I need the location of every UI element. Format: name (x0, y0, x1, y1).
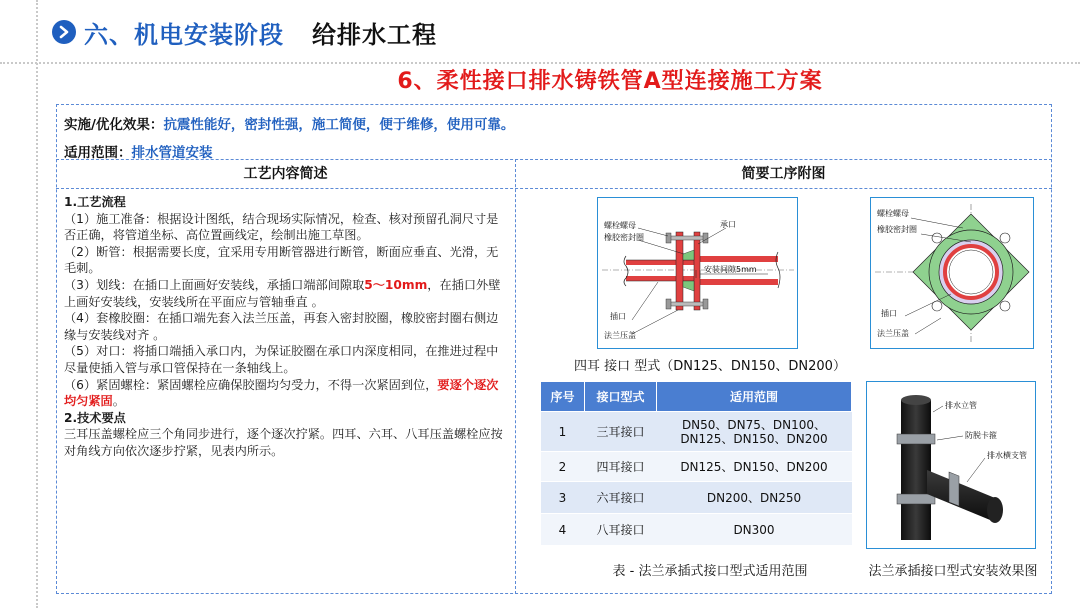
effect-label: 实施/优化效果： (64, 117, 164, 133)
process-description (64, 194, 510, 460)
fig1-caption: 四耳 接口 型式（DN125、DN150、DN200） (574, 359, 846, 374)
fig1-label-gap: 安装间隙5mm (704, 265, 757, 274)
table-row (541, 412, 852, 452)
row-type: 八耳接口 (585, 514, 657, 546)
row-type: 六耳接口 (585, 482, 657, 514)
row-no: 4 (541, 514, 585, 546)
fig1-label-rubber-ring: 橡胶密封圈 (604, 233, 644, 242)
row-range: DN200、DN250 (657, 482, 852, 514)
process-step-3-text: （3）划线：在插口上面画好安装线，承插口端部间隙取 (64, 277, 365, 292)
col-header-type: 接口型式 (585, 382, 657, 412)
table-row (541, 482, 852, 514)
process-step-1: （1）施工准备：根据设计图纸，结合现场实际情况，检查、核对预留孔洞尺寸是否正确，将管道坐标、高位置画线定，绘制出施工草图。 (64, 211, 499, 243)
row-type: 三耳接口 (585, 412, 657, 452)
row-range (657, 412, 852, 452)
process-step-4: （4）套橡胶圈：在插口端先套入法兰压盖，再套入密封胶圈，橡胶密封圈右侧边缘与安装线对齐 。 (64, 311, 499, 342)
fig3-label-clamp: 防脱卡箍 (965, 431, 997, 440)
fig2-label-rubber-ring: 橡胶密封圈 (877, 225, 917, 234)
section-title: 六、机电安装阶段 (84, 20, 284, 49)
fig2-label-spigot: 插口 (881, 309, 897, 318)
fig2-label-bolt-nut: 螺栓螺母 (877, 209, 909, 218)
scope-label: 适用范围： (64, 145, 132, 161)
process-step-3-highlight: 5～10mm (364, 277, 428, 292)
effect-row (64, 113, 514, 133)
fig3-label-riser: 排水立管 (945, 401, 977, 410)
page-header (52, 14, 437, 50)
row-range: DN125、DN150、DN200 (657, 452, 852, 482)
fig1-label-bolt-nut: 螺栓螺母 (604, 221, 636, 230)
fig1-label-spigot: 插口 (610, 312, 626, 321)
process-step-6-text: （6）紧固螺栓：紧固螺栓应确保胶圈均匀受力，不得一次紧固到位， (64, 377, 438, 392)
table-caption: 表 - 法兰承插式接口型式适用范围 (612, 564, 808, 579)
col-header-range: 适用范围 (657, 382, 852, 412)
process-step-2: （2）断管：根据需要长度，宜采用专用断管器进行断管，断面应垂直、光滑，无毛刺。 (64, 244, 499, 276)
fig1-label-gland: 法兰压盖 (604, 331, 636, 340)
scope-row (64, 141, 213, 161)
page-title: 6、柔性接口排水铸铁管A型连接施工方案 (397, 69, 823, 94)
row-type: 四耳接口 (585, 452, 657, 482)
table-row (541, 452, 852, 482)
joint-section-figure (597, 197, 798, 349)
fig3-caption: 法兰承插接口型式安装效果图 (868, 564, 1038, 579)
divider-above-heads (56, 159, 1052, 160)
installation-effect-figure (866, 381, 1036, 549)
col-header-no: 序号 (541, 382, 585, 412)
process-step-3 (64, 277, 510, 310)
fig3-label-branch: 排水横支管 (987, 451, 1027, 460)
row-range-line-1: DN50、DN75、DN100、 (681, 417, 827, 432)
column-divider (515, 159, 516, 594)
table-row (541, 514, 852, 546)
process-step-6 (64, 377, 510, 410)
fig1-label-socket: 承口 (720, 220, 736, 229)
subsection-title: 给排水工程 (312, 20, 437, 49)
process-heading: 1.工艺流程 (64, 195, 126, 209)
chevron-right-icon (52, 20, 76, 44)
process-step-3-tail: ，在插口外壁上画好安装线，安装线所在平面应与管轴垂直 。 (64, 277, 501, 309)
fig2-label-gland: 法兰压盖 (877, 329, 909, 338)
row-range: DN300 (657, 514, 852, 546)
joint-front-figure (870, 197, 1034, 349)
row-no: 1 (541, 412, 585, 452)
key-points-text: 三耳压盖螺栓应三个角同步进行，逐个逐次拧紧。四耳、六耳、八耳压盖螺栓应按对角线方向依次逐步拧紧，见表内所示。 (64, 427, 503, 458)
table-header-row (541, 382, 852, 412)
row-no: 2 (541, 452, 585, 482)
right-column-heading: 简要工序附图 (741, 166, 826, 182)
row-range-line-2: DN125、DN150、DN200 (680, 431, 828, 446)
interface-scope-table (540, 381, 852, 546)
process-step-5: （5）对口：将插口端插入承口内，为保证胶圈在承口内深度相同，在推进过程中尽量使插入管与承口管保持在一条轴线上。 (64, 344, 499, 375)
process-step-6-tail: 。 (112, 394, 125, 409)
process-step-6-highlight: 要逐个逐次均匀紧固 (64, 377, 499, 409)
key-points-heading: 2.技术要点 (64, 410, 126, 425)
divider-below-heads (56, 188, 1052, 189)
row-no: 3 (541, 482, 585, 514)
scope-value: 排水管道安装 (131, 145, 213, 161)
effect-value: 抗震性能好，密封性强，施工简便，便于维修，使用可靠。 (163, 117, 515, 133)
left-column-heading: 工艺内容简述 (243, 166, 328, 182)
left-dotted-guide (36, 0, 38, 608)
